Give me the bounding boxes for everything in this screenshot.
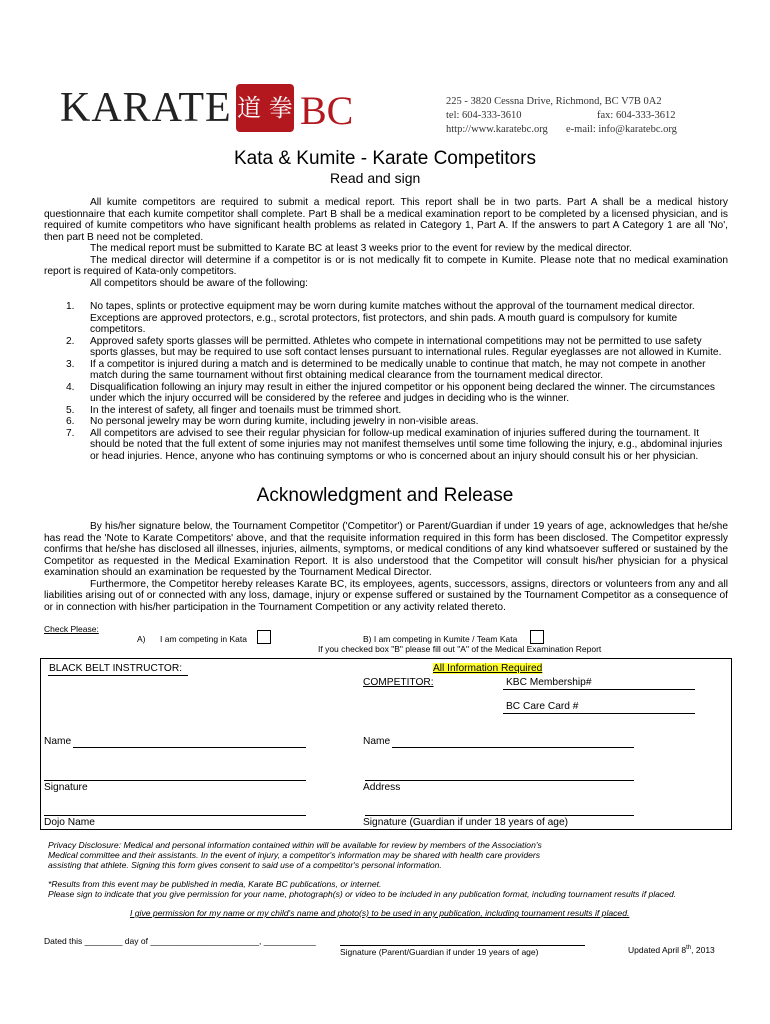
- tel: tel: 604-333-3610: [446, 110, 522, 121]
- privacy-disclosure: Privacy Disclosure: Medical and personal information contained within will be available for review by members of the Association's Medical committee and their assistants. In the event of injury, a competitor's information may be shared with health care providers assisting that athlete. Signing this form gives consent to said use of a competitor's personal information.: [48, 840, 542, 870]
- kbc-input[interactable]: [503, 689, 695, 690]
- intro-p1: All kumite competitors are required to submit a medical report. This report shall be in two parts. Part A shall be a medical history questionnaire that each kumite competitor shall complete. Part B shall be a medical examination report to be completed by a licensed physician, and is required of kumite competitors who have significant health problems as related in Category 1, Part A. If the answers to part A Category 1 are all 'No', then part B need not be completed.: [44, 197, 728, 243]
- list-item: 4. Disqualification following an injury may result in either the injured competitor or his opponent being declared the winner. The circumstances under which the injury occurred will be considered by the referee and judges in deciding who is the winner.: [66, 381, 715, 404]
- dated-line[interactable]: Dated this ________ day of _______________________, ___________: [44, 936, 316, 946]
- email: e-mail: info@karatebc.org: [566, 124, 677, 135]
- competitor-name-label: Name: [363, 736, 391, 747]
- ack-title: Acknowledgment and Release: [256, 485, 514, 506]
- list-item: 6. No personal jewelry may be worn during kumite, including jewelry in non-visible areas.: [66, 416, 479, 427]
- check-label: Check Please:: [44, 624, 99, 634]
- intro-p3: The medical director will determine if a competitor is or is not medically fit to compete in Kumite. Please note that no medical examination report is required of Kata-only competitors.: [44, 254, 728, 277]
- option-b-note: If you checked box "B" please fill out "A" of the Medical Examination Report: [318, 644, 602, 654]
- address-label: Address: [363, 782, 401, 793]
- signature-label: Signature: [44, 782, 88, 793]
- ack-block: [44, 521, 728, 613]
- option-a-letter: A): [137, 634, 146, 644]
- logo-mark-icon: 道 拳: [236, 84, 294, 132]
- media-note: *Results from this event may be published in media, Karate BC publications, or internet.: [48, 879, 382, 889]
- ack-p1: By his/her signature below, the Tournament Competitor ('Competitor') or Parent/Guardian if under 19 years of age, acknowledges that he/she has read the 'Note to Karate Competitors' above, and that the requisite information required in this form has been disclosed. The Competitor expressly confirms that he/she has disclosed all illnesses, injuries, ailments, symptoms, or medical conditions of any kind whatsoever suffered or sustained by the Competitor as requested in the Medical Examination Report. It is also understood that the Competitor will consult his/her physician for a physical examination should an examination be requested by the Tournament Medical Director.: [44, 521, 728, 578]
- parent-signature-input[interactable]: [340, 945, 585, 946]
- instructor-name-input[interactable]: [73, 747, 306, 748]
- bccare-label: BC Care Card #: [506, 701, 579, 712]
- instructor-heading: BLACK BELT INSTRUCTOR:: [49, 663, 183, 674]
- address-input[interactable]: [365, 780, 634, 781]
- website: http://www.karatebc.org: [446, 124, 548, 135]
- competitor-heading: COMPETITOR:: [363, 677, 434, 688]
- updated-date: Updated April 8th, 2013: [628, 945, 715, 955]
- option-b-label: B) I am competing in Kumite / Team Kata: [363, 634, 518, 644]
- media-permission-note: Please sign to indicate that you give permission for your name, photograph(s) or video to be included in any publication format, including tournament results if placed.: [48, 889, 677, 899]
- kata-checkbox[interactable]: [257, 630, 271, 644]
- list-item: 5. In the interest of safety, all finger and toenails must be trimmed short.: [66, 404, 402, 416]
- option-a-label: I am competing in Kata: [160, 634, 247, 644]
- instructor-underline: [48, 675, 188, 676]
- rules-list: [44, 301, 728, 462]
- intro-p4: All competitors should be aware of the following:: [90, 277, 309, 289]
- competitor-name-input[interactable]: [392, 747, 634, 748]
- subtitle: Read and sign: [330, 170, 421, 186]
- guardian-signature-input[interactable]: [365, 815, 634, 816]
- kumite-checkbox[interactable]: [530, 630, 544, 644]
- list-item: 3. If a competitor is injured during a match and is determined to be medically unable to continue that match, he may not compete in another match during the same tournament without first obtaining medical clearance from the tournament medical director.: [66, 358, 706, 381]
- list-item: 1. No tapes, splints or protective equipment may be worn during kumite matches without the approval of the tournament medical director. Exceptions are approved protectors, e.g., scrotal protectors, fist protectors, and shin pads. A mouth guard is compulsory for kumite competitors.: [66, 301, 695, 335]
- list-item: 2. Approved safety sports glasses will be permitted. Athletes who compete in international competitions may not be permitted to use safety sports glasses, but may be required to use soft contact lenses pursuant to international rules. Regular eyeglasses are not allowed in Kumite.: [66, 335, 722, 358]
- fax: fax: 604-333-3612: [597, 110, 676, 121]
- address-line: 225 - 3820 Cessna Drive, Richmond, BC V7B 0A2: [446, 96, 662, 107]
- intro-p2: The medical report must be submitted to Karate BC at least 3 weeks prior to the event for review by the medical director.: [90, 243, 632, 254]
- permission-statement: I give permission for my name or my child's name and photo(s) to be used in any publication, including tournament results if placed.: [130, 908, 630, 918]
- logo-bc: BC: [300, 88, 354, 133]
- dojo-label: Dojo Name: [44, 817, 95, 828]
- parent-signature-label: Signature (Parent/Guardian if under 19 years of age): [340, 947, 539, 957]
- all-info-required: All Information Required: [433, 663, 543, 674]
- logo-karate: KARATE: [60, 85, 232, 131]
- kbc-label: KBC Membership#: [506, 677, 592, 688]
- instructor-name-label: Name: [44, 736, 72, 747]
- bccare-input[interactable]: [503, 713, 695, 714]
- page-title: Kata & Kumite - Karate Competitors: [233, 148, 536, 169]
- intro-block: [44, 197, 728, 289]
- guardian-signature-label: Signature (Guardian if under 18 years of age): [363, 817, 569, 828]
- ack-p2: Furthermore, the Competitor hereby releases Karate BC, its employees, agents, successors, assigns, directors or volunteers from any and all liabilities arising out of or connected with any loss, damage, injury or expense suffered or sustained by the Tournament Competitor as a consequence of or in connection with his/her participation in the Tournament Competition or any activity related thereto.: [44, 578, 728, 613]
- list-item: 7. All competitors are advised to see their regular physician for follow-up medical examination of injuries suffered during the tournament. It should be noted that the full extent of some injuries may not manifest themselves until some time following the injury, e.g., abdominal injuries or head injuries. Hence, anyone who has continuing symptoms or who is concerned about an injury should consult his or her physician.: [66, 427, 723, 462]
- dojo-input[interactable]: [44, 815, 306, 816]
- instructor-signature-input[interactable]: [44, 780, 306, 781]
